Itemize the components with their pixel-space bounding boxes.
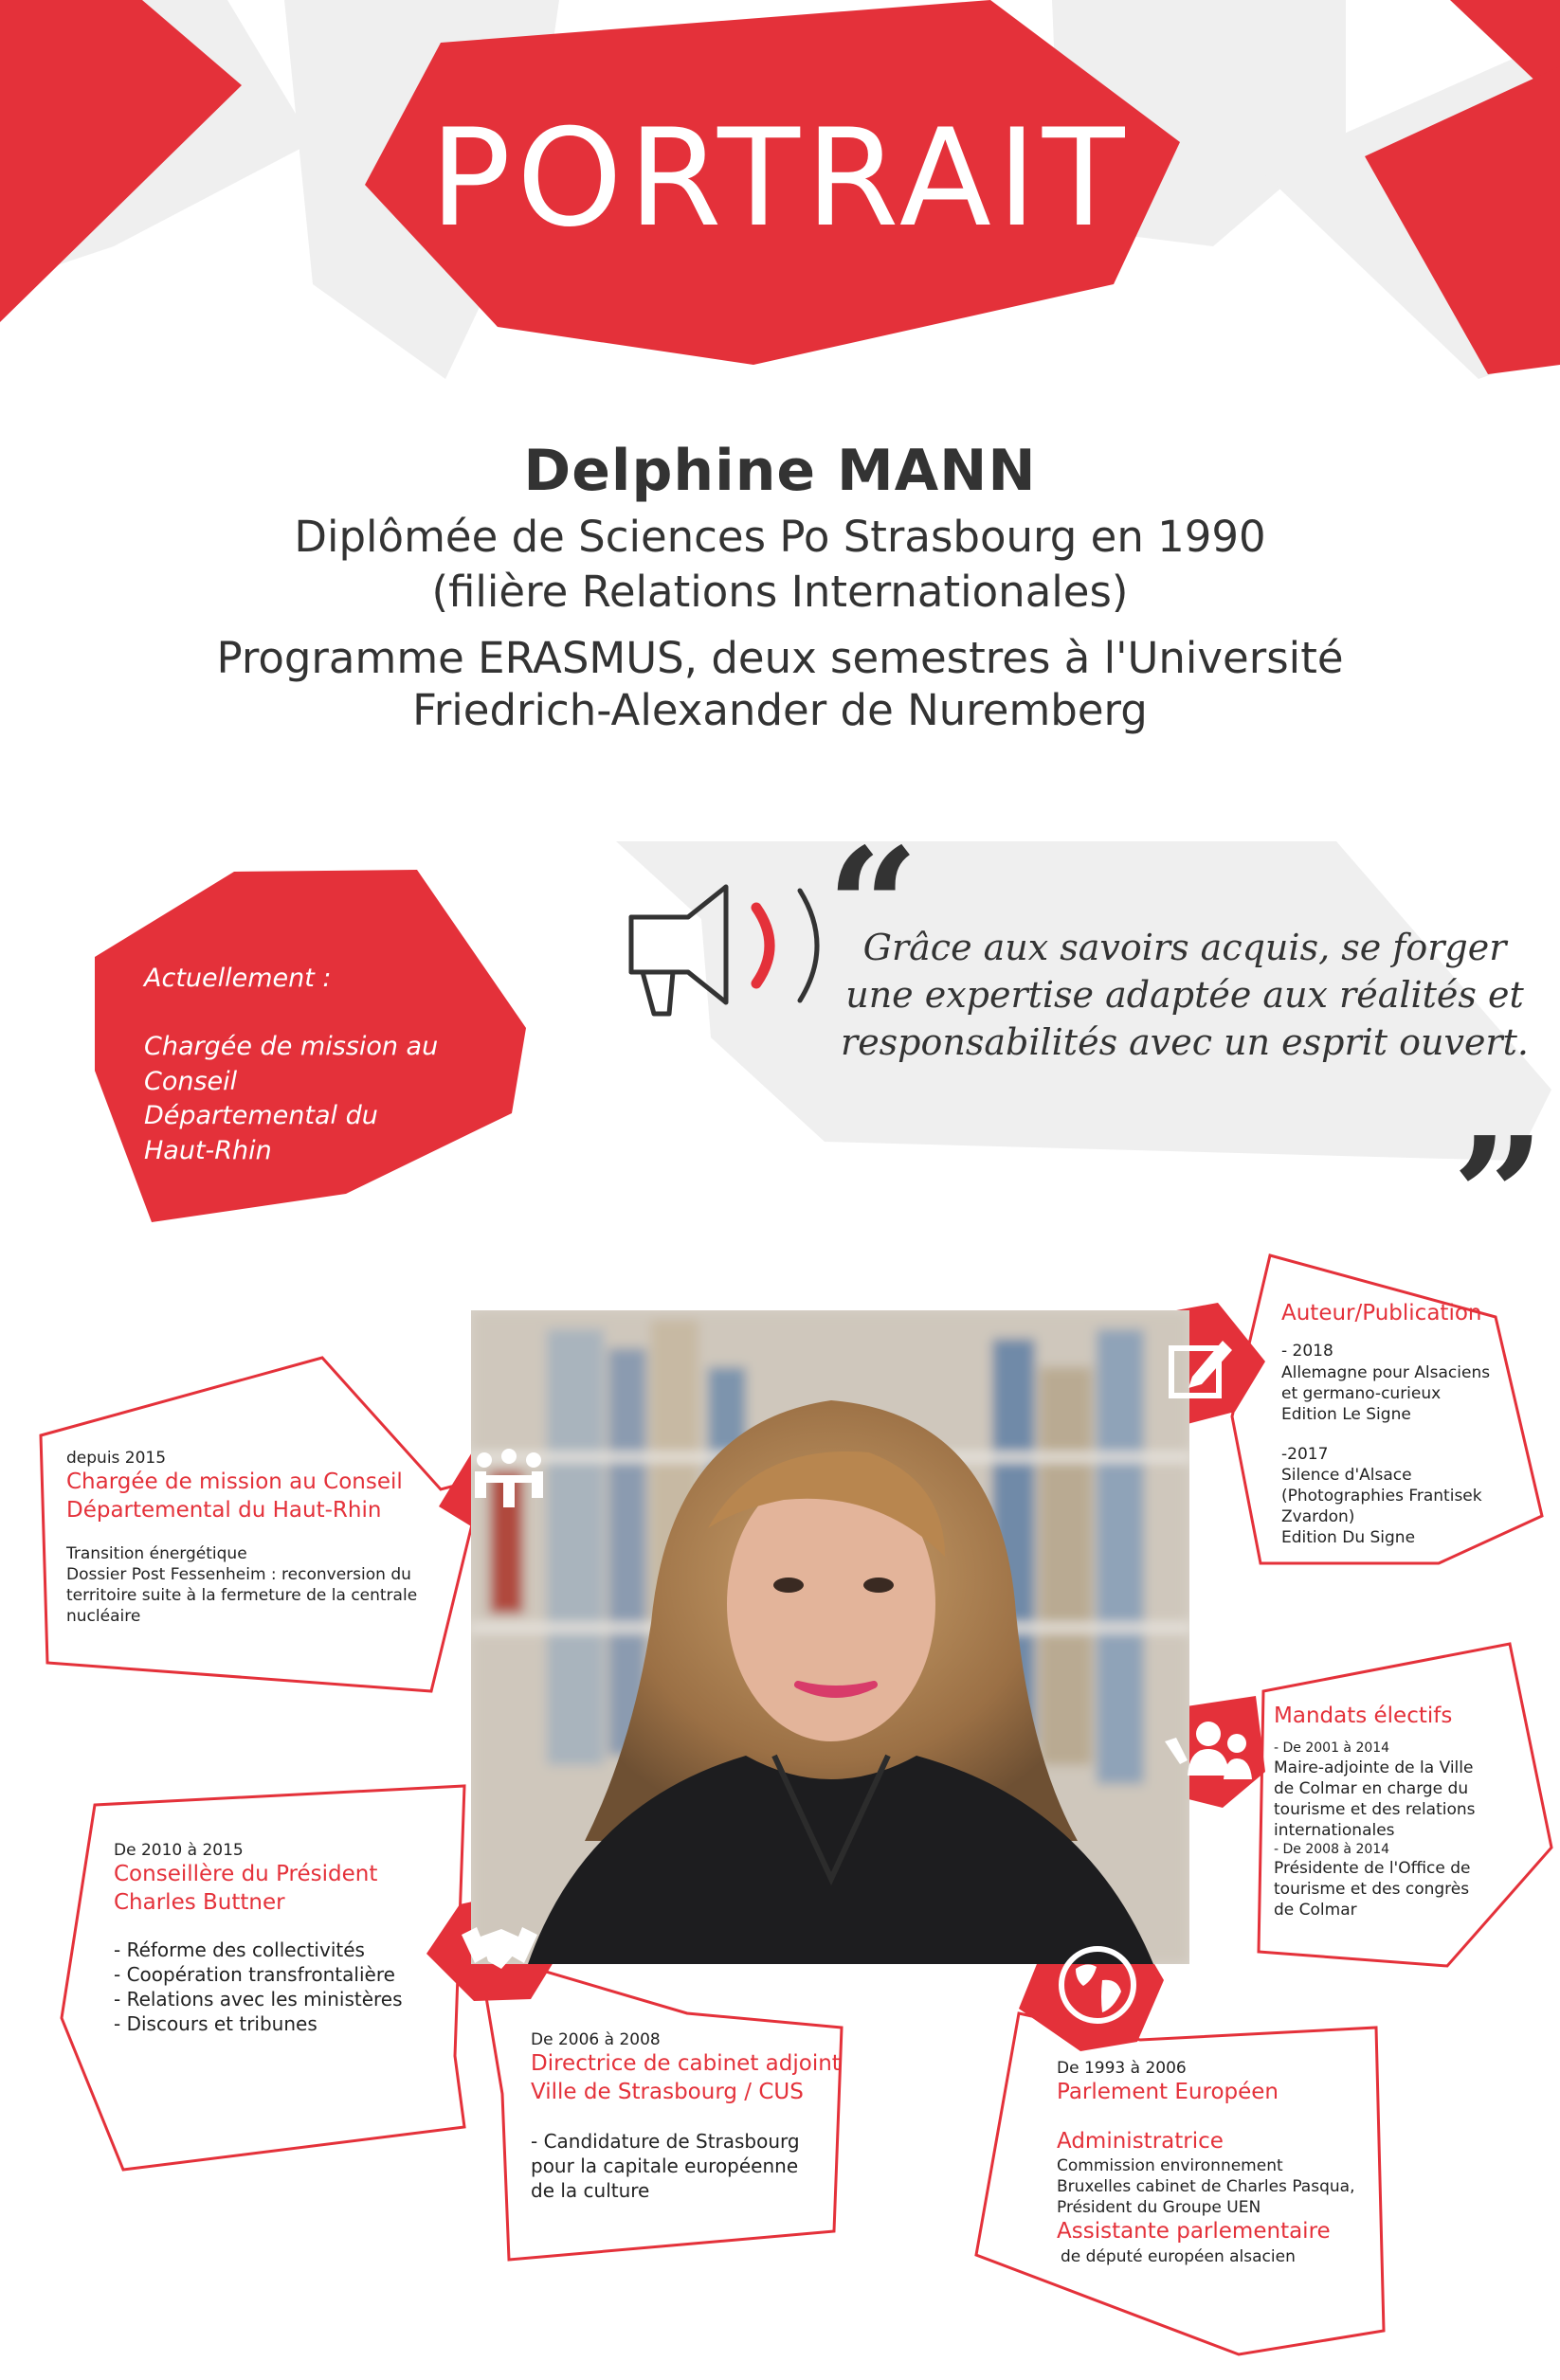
card-body-line: Bruxelles cabinet de Charles Pasqua, (1057, 2177, 1355, 2197)
card-body-line: de la culture (531, 2178, 650, 2202)
card-title-line: Mandats électifs (1274, 1704, 1453, 1728)
role-title: Assistante parlementaire (1057, 2219, 1331, 2245)
card-parlement-europeen (1057, 2058, 1379, 2267)
period-label: De 2006 à 2008 (531, 2030, 661, 2049)
megaphone-icon (614, 870, 832, 1021)
card-title-line: Départemental du Haut-Rhin (66, 1497, 382, 1523)
card-body-line: de Colmar en charge du (1274, 1778, 1469, 1798)
card-body-line: - Discours et tribunes (114, 2011, 317, 2035)
page-title: PORTRAIT (429, 100, 1131, 257)
role-title: Administratrice (1057, 2128, 1224, 2154)
period-label: De 2010 à 2015 (114, 1841, 244, 1860)
card-body-line: de Colmar (1274, 1901, 1357, 1920)
card-body-line: - 2018 (1281, 1342, 1333, 1361)
card-conseil-departemental (66, 1448, 445, 1627)
card-title-line: Parlement Européen (1057, 2080, 1279, 2105)
current-line-3: Départemental du (144, 1101, 378, 1131)
card-body-line: Edition Le Signe (1281, 1404, 1411, 1424)
card-body-line: territoire suite à la fermeture de la centrale (66, 1586, 418, 1606)
quote-line-3: responsabilités avec un esprit ouvert. (841, 1021, 1529, 1064)
card-body-line: Commission environnement (1057, 2155, 1283, 2175)
current-label: Actuellement : (144, 964, 332, 993)
card-body-line: - Coopération transfrontalière (114, 1962, 395, 1986)
current-line-1: Chargée de mission au (144, 1032, 439, 1062)
quote-line-2: une expertise adaptée aux réalités et (845, 974, 1524, 1017)
period-label: - De 2001 à 2014 (1274, 1740, 1390, 1757)
card-body-line: Silence d'Alsace (1281, 1465, 1412, 1485)
card-body-line: (Photographies Frantisek (1281, 1487, 1482, 1506)
profile-line-track: (filière Relations Internationales) (431, 567, 1129, 617)
globe-icon (1055, 1942, 1140, 2028)
card-body-line: Edition Du Signe (1281, 1528, 1416, 1548)
card-body-line: de député européen alsacien (1061, 2246, 1296, 2266)
card-body-line: tourisme et des congrès (1274, 1880, 1470, 1900)
card-body-line: et germano-curieux (1281, 1383, 1442, 1403)
current-line-4: Haut-Rhin (144, 1135, 272, 1165)
card-title-line: Ville de Strasbourg / CUS (531, 2079, 804, 2104)
group-vote-icon (1161, 1717, 1256, 1793)
edit-icon (1164, 1331, 1240, 1407)
card-body-line: Allemagne pour Alsaciens (1281, 1362, 1491, 1382)
card-title-line: Auteur/Publication (1281, 1301, 1482, 1325)
profile-line-degree: Diplômée de Sciences Po Strasbourg en 1990 (294, 512, 1266, 562)
period-label: depuis 2015 (66, 1449, 167, 1468)
card-body-line: internationales (1274, 1820, 1395, 1840)
open-quote-mark: “ (826, 813, 919, 1002)
card-body-line: Maire-adjointe de la Ville (1274, 1758, 1474, 1777)
card-title-line: Charles Buttner (114, 1889, 285, 1915)
card-body-line: Président du Groupe UEN (1057, 2198, 1261, 2218)
card-body-line: Dossier Post Fessenheim : reconversion du (66, 1565, 411, 1585)
handshake-icon (460, 1916, 539, 1982)
card-body-line: - Relations avec les ministères (114, 1987, 403, 2010)
card-body-line: Présidente de l'Office de (1274, 1859, 1471, 1879)
current-line-2: Conseil (144, 1066, 238, 1096)
meeting-icon (471, 1447, 547, 1513)
quote-line-1: Grâce aux savoirs acquis, se forger (862, 927, 1507, 968)
card-mandats-electifs (1274, 1703, 1534, 1920)
person-name: Delphine MANN (523, 438, 1037, 504)
card-body-line: - Réforme des collectivités (114, 1938, 365, 1961)
period-label: - De 2008 à 2014 (1274, 1842, 1390, 1857)
card-title-line: Conseillère du Président (114, 1862, 378, 1887)
card-body-line: Transition énergétique (66, 1543, 247, 1563)
card-body-line: nucléaire (66, 1607, 141, 1627)
card-title-line: Directrice de cabinet adjoint (531, 2051, 841, 2077)
card-auteur-publication (1281, 1300, 1537, 1548)
card-conseillere-president (114, 1840, 455, 2036)
profile-line-university: Friedrich-Alexander de Nuremberg (412, 685, 1148, 735)
card-body-line: pour la capitale européenne (531, 2154, 799, 2177)
card-body-line: tourisme et des relations (1274, 1799, 1476, 1819)
quote-text (825, 924, 1545, 1066)
card-body-line: - Candidature de Strasbourg (531, 2129, 800, 2153)
close-quote-mark: ” (1452, 1102, 1545, 1291)
card-title-line: Chargée de mission au Conseil (66, 1469, 403, 1495)
period-label: De 1993 à 2006 (1057, 2059, 1187, 2078)
card-directrice-cabinet (531, 2029, 843, 2203)
portrait-photo (471, 1310, 1189, 1964)
card-body-line: Zvardon) (1281, 1507, 1355, 1527)
current-position (144, 962, 466, 1168)
profile-line-erasmus: Programme ERASMUS, deux semestres à l'Université (216, 633, 1344, 683)
card-body-line: -2017 (1281, 1444, 1329, 1464)
